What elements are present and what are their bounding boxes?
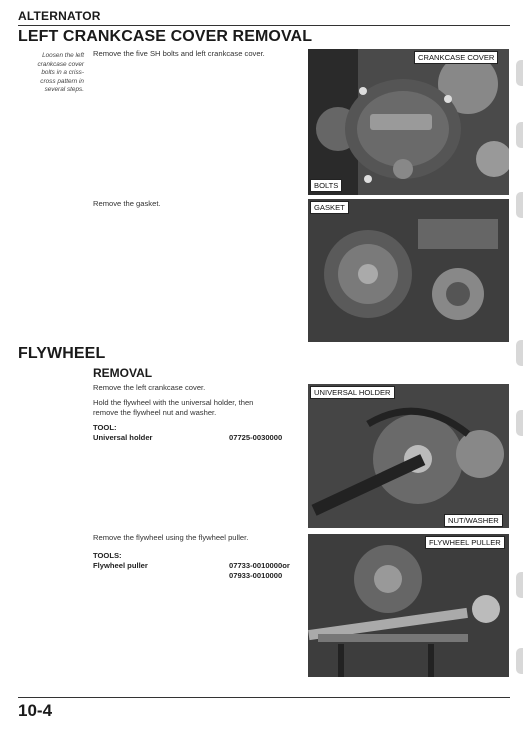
edge-tab — [516, 122, 523, 148]
flywheel-step-2 — [93, 398, 253, 418]
side-note-line: Loosen the left — [42, 52, 84, 59]
side-note-line: cross pattern in — [40, 77, 84, 85]
tool-heading: TOOL: — [93, 423, 117, 432]
flywheel-step-2-line: remove the flywheel nut and washer. — [93, 408, 217, 417]
crankcase-cover-callout: CRANKCASE COVER — [414, 51, 498, 64]
edge-tab — [516, 572, 523, 598]
crankcase-step-1: Remove the five SH bolts and left crankcase cover. — [93, 49, 265, 58]
flywheel-puller-callout: FLYWHEEL PULLER — [425, 536, 505, 549]
side-note-line: several steps. — [44, 86, 84, 94]
section-label: ALTERNATOR — [18, 9, 101, 23]
tool-number: 07725-0030000 — [229, 433, 283, 442]
gasket-callout: GASKET — [310, 201, 349, 214]
edge-tab — [516, 340, 523, 366]
tools-number-2: 07933-0010000 — [229, 571, 283, 580]
crankcase-cover-photo — [308, 49, 509, 195]
flywheel-subtitle: REMOVAL — [93, 366, 153, 380]
flywheel-step-1: Remove the left crankcase cover. — [93, 383, 206, 392]
tools-name: Flywheel puller — [93, 561, 148, 570]
nut-washer-callout: NUT/WASHER — [444, 514, 503, 527]
side-note — [14, 52, 84, 95]
edge-tab — [516, 60, 523, 86]
side-note-line: bolts in a criss- — [41, 69, 84, 77]
universal-holder-callout: UNIVERSAL HOLDER — [310, 386, 395, 399]
crankcase-step-2: Remove the gasket. — [93, 199, 161, 208]
flywheel-title: FLYWHEEL — [18, 345, 106, 362]
flywheel-puller-photo — [308, 534, 509, 677]
bolts-callout: BOLTS — [310, 179, 342, 192]
tools-number-1: 07733-0010000or — [229, 561, 290, 570]
edge-tab — [516, 192, 523, 218]
flywheel-step-3: Remove the flywheel using the flywheel puller. — [93, 533, 249, 542]
side-note-line: crankcase cover — [37, 60, 84, 68]
tool-name: Universal holder — [93, 433, 153, 442]
edge-tab — [516, 648, 523, 674]
crankcase-title: LEFT CRANKCASE COVER REMOVAL — [18, 28, 313, 45]
page-number: 10-4 — [18, 701, 53, 720]
flywheel-step-2-line: Hold the flywheel with the universal holder, then — [93, 398, 254, 407]
footer-rule — [18, 697, 510, 698]
gasket-photo — [308, 199, 509, 342]
header-rule — [18, 25, 510, 26]
universal-holder-photo — [308, 384, 509, 528]
tools-heading: TOOLS: — [93, 551, 122, 560]
edge-tab — [516, 410, 523, 436]
